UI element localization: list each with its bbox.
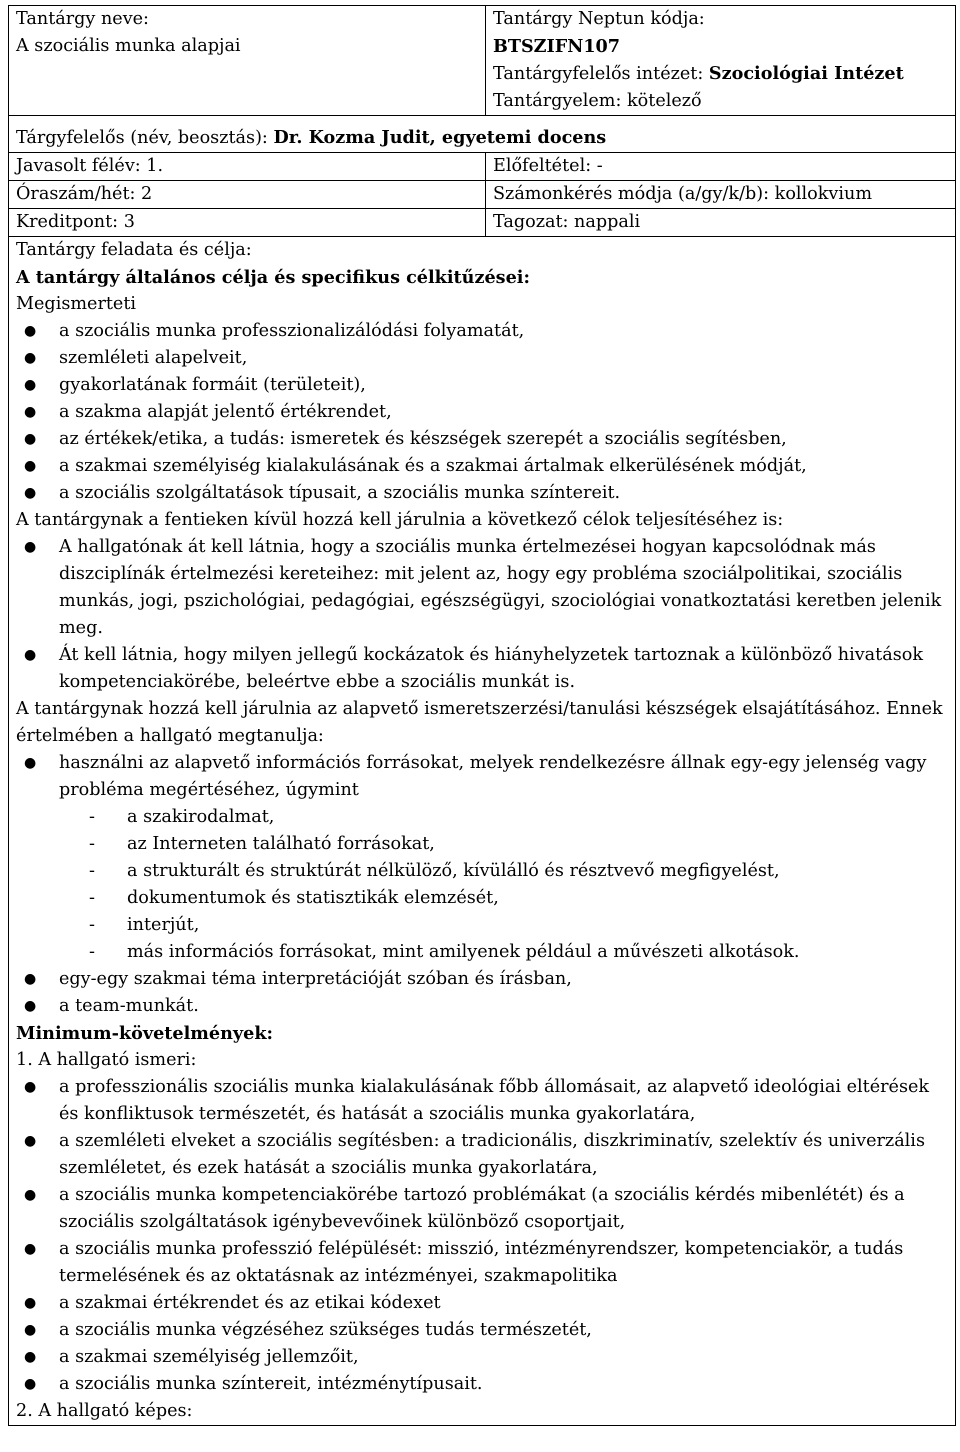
bullet-icon: ● <box>24 1349 37 1365</box>
goals-intro: Megismerteti <box>16 294 137 314</box>
knows-label: 1. A hallgató ismeri: <box>16 1050 197 1070</box>
institute-label: Tantárgyfelelős intézet: <box>493 64 704 84</box>
list-item: ● Át kell látnia, hogy milyen jellegű kockázatok és hiányhelyzetek tartoznak a különböző hivatások kompetenciakörébe, beleértve ebbe a szociális munkát is. <box>16 642 948 696</box>
list-item: ● a szociális szolgáltatások típusait, a szociális munka színtereit. <box>16 480 948 507</box>
list-item: ● a szociális munka színtereit, intézménytípusait. <box>16 1371 948 1398</box>
extra-goals-list <box>16 534 948 696</box>
hours: Óraszám/hét: 2 <box>9 181 486 208</box>
sub-list-item: - interjút, <box>16 912 948 939</box>
list-item: ● a team-munkát. <box>16 993 948 1020</box>
bullet-icon: ● <box>24 323 37 339</box>
list-item: ● gyakorlatának formáit (területeit), <box>16 372 948 399</box>
bullet-icon: ● <box>24 1133 37 1149</box>
list-item: ● szemléleti alapelveit, <box>16 345 948 372</box>
bullet-icon: ● <box>24 647 37 663</box>
credits-row <box>8 209 956 237</box>
subject-name: A szociális munka alapjai <box>16 36 241 56</box>
bullet-icon: ● <box>24 377 37 393</box>
prerequisite: Előfeltétel: - <box>493 156 603 176</box>
bullet-icon: ● <box>24 404 37 420</box>
list-item: ● a professzionális szociális munka kialakulásának főbb állomásait, az alapvető ideológiai eltérések és konfliktusok természetét, és hatását a szociális munka gyakorlatára, <box>16 1074 948 1128</box>
dash-marker: - <box>89 861 95 881</box>
bullet-icon: ● <box>24 1079 37 1095</box>
semester: Javasolt félév: 1. <box>9 153 486 180</box>
sub-list-item: - a szakirodalmat, <box>16 804 948 831</box>
subject-name-cell <box>9 6 486 115</box>
list-item: ● a szakmai személyiség jellemzőit, <box>16 1344 948 1371</box>
bullet-icon: ● <box>24 539 37 555</box>
bullet-icon: ● <box>24 1376 37 1392</box>
bullet-icon: ● <box>24 755 37 771</box>
credits: Kreditpont: 3 <box>9 209 486 236</box>
semester-row <box>8 153 956 181</box>
institute-line <box>493 60 948 88</box>
subject-element: Tantárgyelem: kötelező <box>493 91 702 111</box>
bullet-icon: ● <box>24 998 37 1014</box>
neptun-cell <box>486 6 955 115</box>
neptun-label: Tantárgy Neptun kódja: <box>493 9 705 29</box>
sub-list-item: - más információs forrásokat, mint amilyenek például a művészeti alkotások. <box>16 939 948 966</box>
dash-marker: - <box>89 834 95 854</box>
task-label: Tantárgy feladata és célja: <box>16 240 252 260</box>
min-requirements-heading: Minimum-követelmények: <box>16 1023 274 1044</box>
list-item: ● a szakmai értékrendet és az etikai kódexet <box>16 1290 948 1317</box>
sub-list-item: - az Interneten található forrásokat, <box>16 831 948 858</box>
list-item: ● a szakma alapját jelentő értékrendet, <box>16 399 948 426</box>
list-item: ● a szakmai személyiség kialakulásának és a szakmai ártalmak elkerülésének módját, <box>16 453 948 480</box>
list-item: ● használni az alapvető információs forrásokat, melyek rendelkezésre állnak egy-egy jelenség vagy probléma megértéséhez, úgymint <box>16 750 948 804</box>
dash-marker: - <box>89 888 95 908</box>
description-body <box>8 237 956 1426</box>
dash-marker: - <box>89 915 95 935</box>
bullet-icon: ● <box>24 431 37 447</box>
goals-list <box>16 318 948 507</box>
dash-marker: - <box>89 942 95 962</box>
bullet-icon: ● <box>24 1187 37 1203</box>
sub-list-item: - dokumentumok és statisztikák elemzését, <box>16 885 948 912</box>
study-mode: Tagozat: nappali <box>493 212 641 232</box>
list-item: ● a szemléleti elveket a szociális segítésben: a tradicionális, diszkriminatív, szelektív és univerzális szemléletet, és ezek hatását a szociális munka gyakorlatára, <box>16 1128 948 1182</box>
bullet-icon: ● <box>24 458 37 474</box>
bullet-icon: ● <box>24 350 37 366</box>
assessment: Számonkérés módja (a/gy/k/b): kollokvium <box>493 184 872 204</box>
hours-row <box>8 181 956 209</box>
list-item: ● a szociális munka professzionalizálódási folyamatát, <box>16 318 948 345</box>
responsible: Dr. Kozma Judit, egyetemi docens <box>273 127 607 148</box>
list-item: ● a szociális munka végzéséhez szükséges tudás természetét, <box>16 1317 948 1344</box>
extra-goals-intro: A tantárgynak a fentieken kívül hozzá kell járulnia a következő célok teljesítéséhez is: <box>16 510 784 530</box>
able-label: 2. A hallgató képes: <box>16 1401 193 1421</box>
bullet-icon: ● <box>24 1241 37 1257</box>
knows-list <box>16 1074 948 1398</box>
responsible-label: Tárgyfelelős (név, beosztás): <box>16 128 268 148</box>
list-item: ● a szociális munka kompetenciakörébe tartozó problémákat (a szociális kérdés mibenlétét) és a szociális szolgáltatások igénybevevőinek különböző csoportjait, <box>16 1182 948 1236</box>
institute: Szociológiai Intézet <box>708 63 904 84</box>
dash-marker: - <box>89 807 95 827</box>
skills-intro: A tantárgynak hozzá kell járulnia az alapvető ismeretszerzési/tanulási készségek elsajátításához. Ennek értelmében a hallgató megtanulja: <box>16 699 943 746</box>
bullet-icon: ● <box>24 1295 37 1311</box>
sub-list-item: - a strukturált és struktúrát nélkülöző, kívülálló és résztvevő megfigyelést, <box>16 858 948 885</box>
goals-heading: A tantárgy általános célja és specifikus célkitűzései: <box>16 267 530 288</box>
responsible-row <box>8 116 956 153</box>
skills-list <box>16 750 948 1020</box>
list-item: ● a szociális munka professzió felépülését: misszió, intézményrendszer, kompetenciakör, a tudás termelésének és az oktatásnak az intézményei, szakmapolitika <box>16 1236 948 1290</box>
bullet-icon: ● <box>24 971 37 987</box>
bullet-icon: ● <box>24 485 37 501</box>
neptun-code: BTSZIFN107 <box>493 36 621 57</box>
bullet-icon: ● <box>24 1322 37 1338</box>
course-sheet <box>8 5 956 1426</box>
list-item: ● A hallgatónak át kell látnia, hogy a szociális munka értelmezései hogyan kapcsolódnak más diszciplínák értelmezési kereteihez: mit jelent az, hogy egy probléma szociálpolitikai, szociális munkás, jogi, pszichológiai, pedagógiai, egészségügyi, szociológiai vonatkoztatási keretben jelenik meg. <box>16 534 948 642</box>
list-item: ● az értékek/etika, a tudás: ismeretek és készségek szerepét a szociális segítésben, <box>16 426 948 453</box>
subject-name-label: Tantárgy neve: <box>16 9 149 29</box>
header-row-title <box>8 5 956 116</box>
list-item: ● egy-egy szakmai téma interpretációját szóban és írásban, <box>16 966 948 993</box>
